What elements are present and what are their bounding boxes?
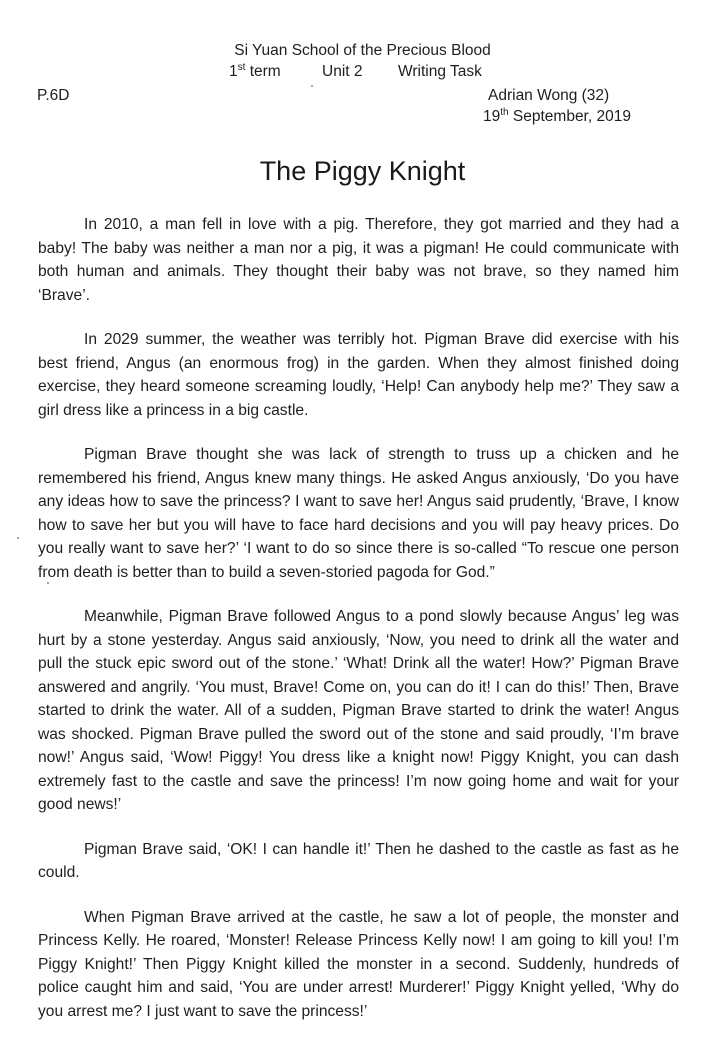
scan-speck bbox=[311, 85, 313, 87]
paragraph-2: In 2029 summer, the weather was terribly hot. Pigman Brave did exercise with his best friend, Angus (an enormous frog) in the garden. When they almost finished doing exercise, they heard someone screaming loudly, ‘Help! Can anybody help me?’ They saw a girl dress like a princess in a big castle. bbox=[38, 331, 679, 419]
task-label: Writing Task bbox=[398, 63, 482, 80]
term-word: term bbox=[245, 63, 281, 80]
term-suffix: st bbox=[237, 62, 246, 73]
date-rest: September, 2019 bbox=[508, 108, 631, 125]
date-suffix: th bbox=[500, 107, 509, 118]
scan-speck bbox=[47, 582, 49, 584]
student-name: Adrian Wong (32) bbox=[488, 87, 610, 104]
term-number: 1 bbox=[229, 63, 238, 80]
class-label: P.6D bbox=[37, 87, 70, 104]
term-label bbox=[229, 63, 281, 81]
date-day: 19 bbox=[483, 108, 501, 125]
paragraph-5: Pigman Brave said, ‘OK! I can handle it!’ Then he dashed to the castle as fast as he could. bbox=[38, 840, 679, 881]
story-title: The Piggy Knight bbox=[259, 156, 466, 186]
paragraph-4: Meanwhile, Pigman Brave followed Angus to a pond slowly because Angus’ leg was hurt by a stone yesterday. Angus said anxiously, ‘Now, you need to drink all the water and pull the stuck epic sword out of the stone.’ ‘What! Drink all the water! How?’ Pigman Brave answered and angrily. ‘You must, Brave! Come on, you can do it! I can do this!’ Then, Brave started to drink the water. All of a sudden, Pigman Brave started to drink the water! Angus was shocked. Pigman Brave pulled the sword out of the stone and said proudly, ‘I’m brave now!’ Angus said, ‘Wow! Piggy! You dress like a knight now! Piggy Knight, you can dash extremely fast to the castle and save the princess! I’m now going home and wait for your good news!’ bbox=[38, 608, 679, 813]
story-body bbox=[38, 213, 679, 1044]
paragraph-1: In 2010, a man fell in love with a pig. Therefore, they got married and they had a baby! The baby was neither a man nor a pig, it was a pigman! He could communicate with both human and animals. They thought their baby was not brave, so they named him ‘Brave’. bbox=[38, 216, 679, 304]
unit-label: Unit 2 bbox=[322, 63, 363, 80]
school-name: Si Yuan School of the Precious Blood bbox=[234, 42, 491, 59]
scan-speck bbox=[17, 537, 19, 539]
paragraph-3: Pigman Brave thought she was lack of strength to truss up a chicken and he remembered his friend, Angus knew many things. He asked Angus anxiously, ‘Do you have any ideas how to save the princess? I want to save her! Angus said prudently, ‘Brave, I know how to save her but you will have to face hard decisions and you will pay heavy prices. Do you really want to save her?’ ‘I want to do so since there is so-called “To rescue one person from death is better than to build a seven-storied pagoda for God.” bbox=[38, 446, 679, 581]
paragraph-6: When Pigman Brave arrived at the castle, he saw a lot of people, the monster and Princess Kelly. He roared, ‘Monster! Release Princess Kelly now! I am going to kill you! I’m Piggy Knight!’ Then Piggy Knight killed the monster in a second. Suddenly, hundreds of police caught him and said, ‘You are under arrest! Murderer!’ Piggy Knight yelled, ‘Why do you arrest me? I just want to save the princess!’ bbox=[38, 908, 679, 1020]
date-label bbox=[483, 107, 631, 127]
